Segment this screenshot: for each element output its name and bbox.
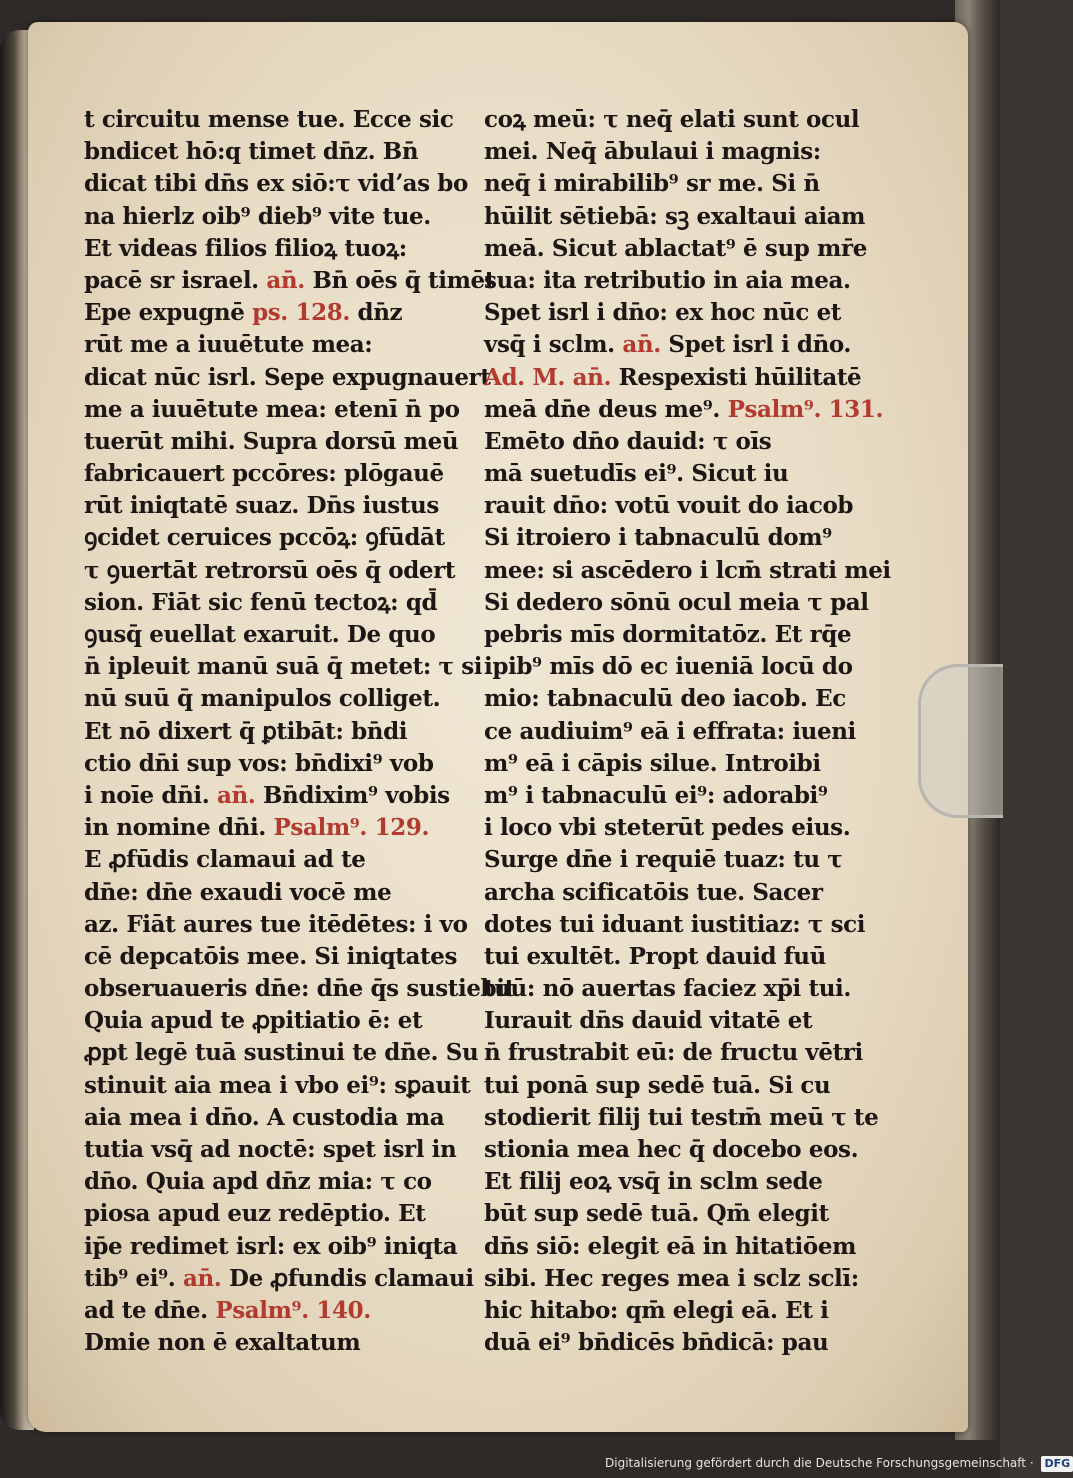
- text-line: Si itroiero i tabnaculū dom⁹: [484, 524, 832, 552]
- text-line: meā. Sicut ablactat⁹ ē sup mr̄e: [484, 234, 867, 262]
- text-line: ꝓpt legē tuā sustinui te dn̄e. Su: [84, 1039, 479, 1067]
- text-line: ip̄e redimet isrl: ex oib⁹ iniqta: [84, 1232, 458, 1260]
- text-line: in nomine dn̄i. Psalm⁹. 129.: [84, 814, 430, 842]
- text-line: Emēto dn̄o dauid: τ oīs: [484, 427, 772, 455]
- text-line: n̄ frustrabit eū: de fructu vētri: [484, 1039, 863, 1067]
- text-line: Spet isrl i dn̄o: ex hoc nūc et: [484, 299, 842, 327]
- text-line: n̄ ipleuit manū suā q̄ metet: τ si: [84, 653, 483, 681]
- text-line: hic hitabo: qm̄ elegi eā. Et i: [484, 1296, 829, 1324]
- text-line: stinuit aia mea i vbo ei⁹: sꝑauit: [84, 1071, 471, 1099]
- text-line: mā suetudīs ei⁹. Sicut iu: [484, 460, 789, 488]
- right-text-column: [484, 104, 891, 1359]
- text-line: Ad. M. an̄. Respexisti hūilitatē: [484, 363, 862, 391]
- text-line: stionia mea hec q̄ docebo eos.: [484, 1136, 859, 1163]
- text-line: tuerūt mihi. Supra dorsū meū: [84, 427, 459, 455]
- text-line: vsq̄ i sclm. an̄. Spet isrl i dn̄o.: [484, 331, 852, 359]
- text-line: fabricauert pccōres: plōgauē: [84, 460, 444, 488]
- text-line: rūt me a iuuētute mea:: [84, 331, 373, 359]
- text-line: ꝯcidet ceruices pccōꝝ: ꝯfūdāt: [84, 524, 445, 552]
- text-line: Et videas filios filioꝝ tuoꝝ:: [84, 234, 407, 262]
- text-line: nū suū q̄ manipulos colliget.: [84, 685, 441, 713]
- text-line: Epe expugnē ps. 128. dn̄z: [84, 299, 403, 327]
- text-line: pebris mīs dormitatōz. Et rq̄e: [484, 621, 852, 648]
- text-line: rauit dn̄o: votū vouit do iacob: [484, 492, 854, 520]
- book-clip: [918, 664, 1003, 818]
- text-line: hūilit sētiebā: sꝫ exaltaui aiam: [484, 202, 866, 230]
- credit-text: Digitalisierung gefördert durch die Deutsche Forschungsgemeinschaft ·: [605, 1456, 1034, 1470]
- text-line: tutia vsq̄ ad noctē: spet isrl in: [84, 1136, 457, 1163]
- text-line: Quia apud te ꝓpitiatio ē: et: [84, 1007, 423, 1035]
- text-line: tuū: nō auertas faciez xp̄i tui.: [484, 975, 851, 1003]
- text-line: dotes tui iduant iustitiaz: τ sci: [484, 910, 866, 938]
- text-line: na hierlz oib⁹ dieb⁹ vite tue.: [84, 202, 431, 230]
- text-line: duā ei⁹ bn̄dicēs bn̄dicā: pau: [484, 1329, 829, 1357]
- text-line: tui ponā sup sedē tuā. Si cu: [484, 1071, 831, 1099]
- text-line: mee: si ascēdero i lcm̄ strati mei: [484, 556, 891, 584]
- text-line: stodierit filij tui testm̄ meū τ te: [484, 1103, 879, 1131]
- text-line: ctio dn̄i sup vos: bn̄dixi⁹ vob: [84, 749, 434, 777]
- text-line: Surge dn̄e i requiē tuaz: tu τ: [484, 846, 843, 874]
- text-line: t circuitu mense tue. Ecce sic: [84, 106, 454, 133]
- text-line: i loco vbi steterūt pedes eius.: [484, 814, 851, 842]
- text-line: Et filij eoꝝ vsq̄ in sclm sede: [484, 1168, 823, 1196]
- text-line: coꝝ meū: τ neq̄ elati sunt ocul: [484, 106, 860, 133]
- text-line: Dmie non ē exaltatum: [84, 1329, 361, 1357]
- text-line: me a iuuētute mea: etenī n̄ po: [84, 395, 460, 423]
- text-line: pacē sr israel. an̄. Bn̄ oēs q̄ timēt: [84, 266, 495, 294]
- text-line: ipib⁹ mīs dō ec iueniā locū do: [484, 653, 853, 681]
- text-line: i noīe dn̄i. an̄. Bn̄dixim⁹ vobis: [84, 781, 450, 809]
- text-line: mei. Neq̄ ābulaui i magnis:: [484, 138, 821, 166]
- text-line: τ ꝯuertāt retrorsū oēs q̄ odert: [84, 556, 456, 584]
- dfg-logo: DFG: [1041, 1456, 1073, 1472]
- text-line: sion. Fiāt sic fenū tectoꝝ: qd̄: [84, 588, 438, 616]
- text-line: obseruaueris dn̄e: dn̄e q̄s sustiebit: [84, 975, 515, 1003]
- text-line: Et nō dixert q̄ ꝑtibāt: bn̄di: [84, 717, 408, 745]
- digitization-credit: [605, 1452, 1071, 1474]
- text-line: piosa apud euz redēptio. Et: [84, 1200, 426, 1228]
- text-line: ce audiuim⁹ eā i effrata: iueni: [484, 717, 856, 745]
- text-line: cē depcatōis mee. Si iniqtates: [84, 942, 457, 970]
- text-line: archa scificatōis tue. Sacer: [484, 878, 823, 906]
- text-line: būt sup sedē tuā. Qm̄ elegit: [484, 1200, 829, 1228]
- text-line: ad te dn̄e. Psalm⁹. 140.: [84, 1296, 371, 1324]
- text-line: ꝯusq̄ euellat exaruit. De quo: [84, 621, 436, 648]
- text-line: tib⁹ ei⁹. an̄. De ꝓfundis clamaui: [84, 1264, 474, 1292]
- text-line: az. Fiāt aures tue itēdētes: i vo: [84, 910, 468, 938]
- text-line: bndicet hō:q timet dn̄z. Bn̄: [84, 138, 419, 166]
- text-line: dicat nūc isrl. Sepe expugnauert: [84, 363, 491, 391]
- text-line: m⁹ i tabnaculū ei⁹: adorabi⁹: [484, 781, 828, 809]
- text-line: tui exultēt. Propt dauid fuū: [484, 942, 826, 970]
- text-line: E ꝓfūdis clamaui ad te: [84, 846, 366, 874]
- text-line: sibi. Hec reges mea i sclz sclī:: [484, 1264, 859, 1292]
- text-line: m⁹ eā i cāpis silue. Introibi: [484, 749, 821, 777]
- text-line: dn̄s siō: elegit eā in hitatiōem: [484, 1232, 857, 1260]
- text-line: Si dedero sōnū ocul meia τ pal: [484, 588, 869, 616]
- text-line: rūt iniqtatē suaz. Dn̄s iustus: [84, 492, 439, 520]
- text-line: neq̄ i mirabilib⁹ sr me. Si n̄: [484, 170, 820, 198]
- text-line: meā dn̄e deus me⁹. Psalm⁹. 131.: [484, 395, 884, 423]
- text-line: dn̄o. Quia apd dn̄z mia: τ co: [84, 1168, 432, 1196]
- text-line: mio: tabnaculū deo iacob. Ec: [484, 685, 846, 713]
- text-line: aia mea i dn̄o. A custodia ma: [84, 1103, 445, 1131]
- text-line: dicat tibi dn̄s ex siō:τ vidʼas bo: [84, 170, 468, 198]
- text-line: sua: ita retributio in aia mea.: [484, 266, 851, 294]
- left-text-column: [84, 104, 515, 1359]
- text-line: dn̄e: dn̄e exaudi vocē me: [84, 878, 392, 906]
- text-line: Iurauit dn̄s dauid vitatē et: [484, 1007, 813, 1035]
